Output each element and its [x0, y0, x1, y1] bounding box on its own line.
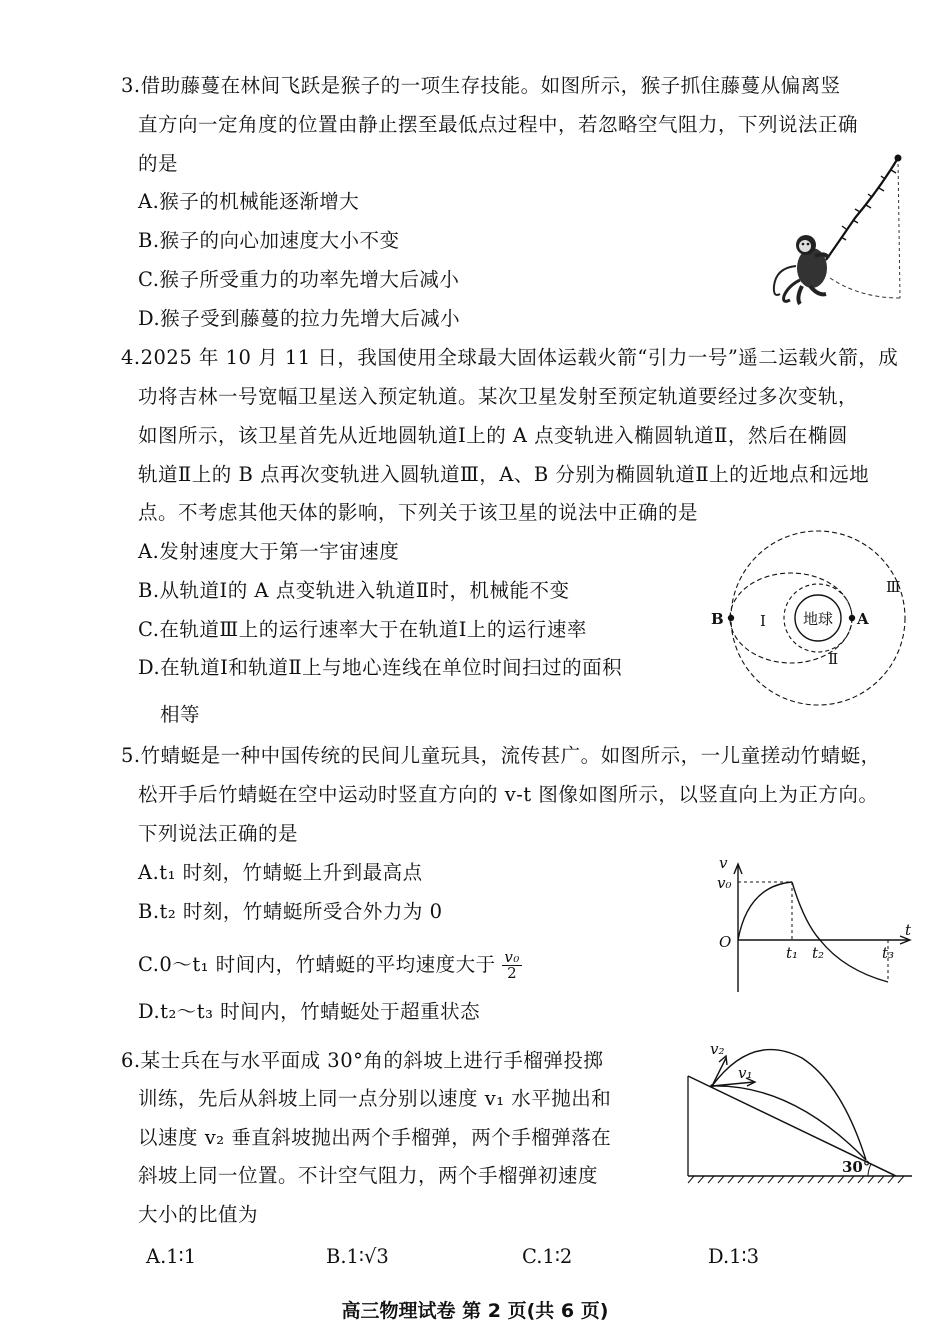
q6-stem-line-3: 以速度 v₂ 垂直斜坡抛出两个手榴弹，两个手榴弹落在 — [138, 1126, 612, 1149]
page-footer: 高三物理试卷 第 2 页(共 6 页) — [341, 1300, 609, 1322]
point-a-label: A — [857, 610, 869, 628]
q6-stem-line-2: 训练，先后从斜坡上同一点分别以速度 v₁ 水平抛出和 — [138, 1087, 612, 1110]
t1-label: t₁ — [786, 944, 799, 962]
q4-stem-line-4: 轨道Ⅱ上的 B 点再次变轨进入圆轨道Ⅲ，A、B 分别为椭圆轨道Ⅱ上的近地点和远地 — [138, 463, 870, 486]
q6-answer-d: D.1∶3 — [708, 1245, 760, 1268]
q5-option-d: D.t₂～t₃ 时间内，竹蜻蜓处于超重状态 — [138, 1000, 481, 1023]
t-axis-label: t — [905, 921, 912, 939]
q3-option-d: D.猴子受到藤蔓的拉力先增大后减小 — [138, 307, 461, 330]
orbit-2-label: Ⅱ — [828, 650, 839, 668]
q6-answer-a: A.1∶1 — [146, 1245, 197, 1268]
q4-stem-line-5: 点。不考虑其他天体的影响，下列关于该卫星的说法中正确的是 — [138, 501, 699, 524]
q3-stem-line-1: 3.借助藤蔓在林间飞跃是猴子的一项生存技能。如图所示，猴子抓住藤蔓从偏离竖 — [121, 74, 841, 97]
v0-over-2-fraction — [502, 950, 522, 981]
q4-stem-line-2: 功将吉林一号宽幅卫星送入预定轨道。某次卫星发射至预定轨道要经过多次变轨， — [138, 385, 859, 408]
q4-option-d-continued: 相等 — [160, 703, 201, 726]
q3-stem-line-2: 直方向一定角度的位置由静止摆至最低点过程中，若忽略空气阻力，下列说法正确 — [138, 113, 859, 136]
q4-orbit-diagram — [700, 540, 915, 710]
q5-option-b: B.t₂ 时刻，竹蜻蜓所受合外力为 0 — [138, 900, 443, 923]
fraction-denominator: 2 — [507, 964, 518, 982]
q6-stem-line-4: 斜坡上同一位置。不计空气阻力，两个手榴弹初速度 — [138, 1164, 599, 1187]
monkey-icon — [774, 235, 828, 304]
q5-vt-graph — [716, 852, 916, 1002]
q5-option-c-text: C.0～t₁ 时间内，竹蜻蜓的平均速度大于 — [138, 953, 496, 976]
q3-option-c: C.猴子所受重力的功率先增大后减小 — [138, 268, 460, 291]
q6-answer-c: C.1∶2 — [522, 1245, 573, 1268]
origin-label: O — [719, 933, 732, 951]
q6-slope-diagram — [682, 1040, 922, 1190]
q6-stem-line-1: 6.某士兵在与水平面成 30°角的斜坡上进行手榴弹投掷 — [121, 1049, 604, 1072]
orbit-1-label: Ⅰ — [760, 612, 766, 630]
angle-label: 30° — [842, 1158, 871, 1176]
t3-label: t₃ — [882, 944, 895, 962]
q4-stem-line-1: 4.2025 年 10 月 11 日，我国使用全球最大固体运载火箭“引力一号”遥二运载火箭，成 — [121, 346, 899, 369]
q4-option-d: D.在轨道Ⅰ和轨道Ⅱ上与地心连线在单位时间扫过的面积 — [138, 656, 623, 679]
q5-option-a: A.t₁ 时刻，竹蜻蜓上升到最高点 — [138, 861, 423, 884]
q3-option-a: A.猴子的机械能逐渐增大 — [138, 190, 360, 213]
q3-stem-line-3: 的是 — [138, 152, 179, 175]
point-b-label: B — [711, 610, 724, 628]
q3-option-b: B.猴子的向心加速度大小不变 — [138, 229, 400, 252]
fraction-numerator: v₀ — [504, 948, 520, 966]
v1-label: v₁ — [738, 1064, 753, 1082]
q4-option-a: A.发射速度大于第一宇宙速度 — [138, 540, 400, 563]
q4-option-c: C.在轨道Ⅲ上的运行速率大于在轨道Ⅰ上的运行速率 — [138, 618, 587, 641]
q5-stem-line-2: 松开手后竹蜻蜓在空中运动时竖直方向的 v-t 图像如图所示，以竖直向上为正方向。 — [138, 783, 879, 806]
q5-stem-line-3: 下列说法正确的是 — [138, 822, 299, 845]
q5-option-c — [138, 950, 522, 981]
q3-monkey-vine-figure — [760, 148, 920, 310]
q6-stem-line-5: 大小的比值为 — [138, 1203, 259, 1226]
t2-label: t₂ — [812, 944, 825, 962]
q4-stem-line-3: 如图所示，该卫星首先从近地圆轨道Ⅰ上的 A 点变轨进入椭圆轨道Ⅱ，然后在椭圆 — [138, 424, 848, 447]
earth-label: 地球 — [803, 610, 834, 628]
q6-answer-b: B.1∶√3 — [326, 1245, 389, 1268]
q5-stem-line-1: 5.竹蜻蜓是一种中国传统的民间儿童玩具，流传甚广。如图所示，一儿童搓动竹蜻蜓， — [121, 744, 881, 767]
orbit-3-label: Ⅲ — [886, 578, 901, 596]
q4-option-b: B.从轨道Ⅰ的 A 点变轨进入轨道Ⅱ时，机械能不变 — [138, 579, 570, 602]
v-axis-label: v — [719, 854, 728, 872]
v2-label: v₂ — [710, 1040, 725, 1058]
v0-label: v₀ — [717, 874, 732, 892]
